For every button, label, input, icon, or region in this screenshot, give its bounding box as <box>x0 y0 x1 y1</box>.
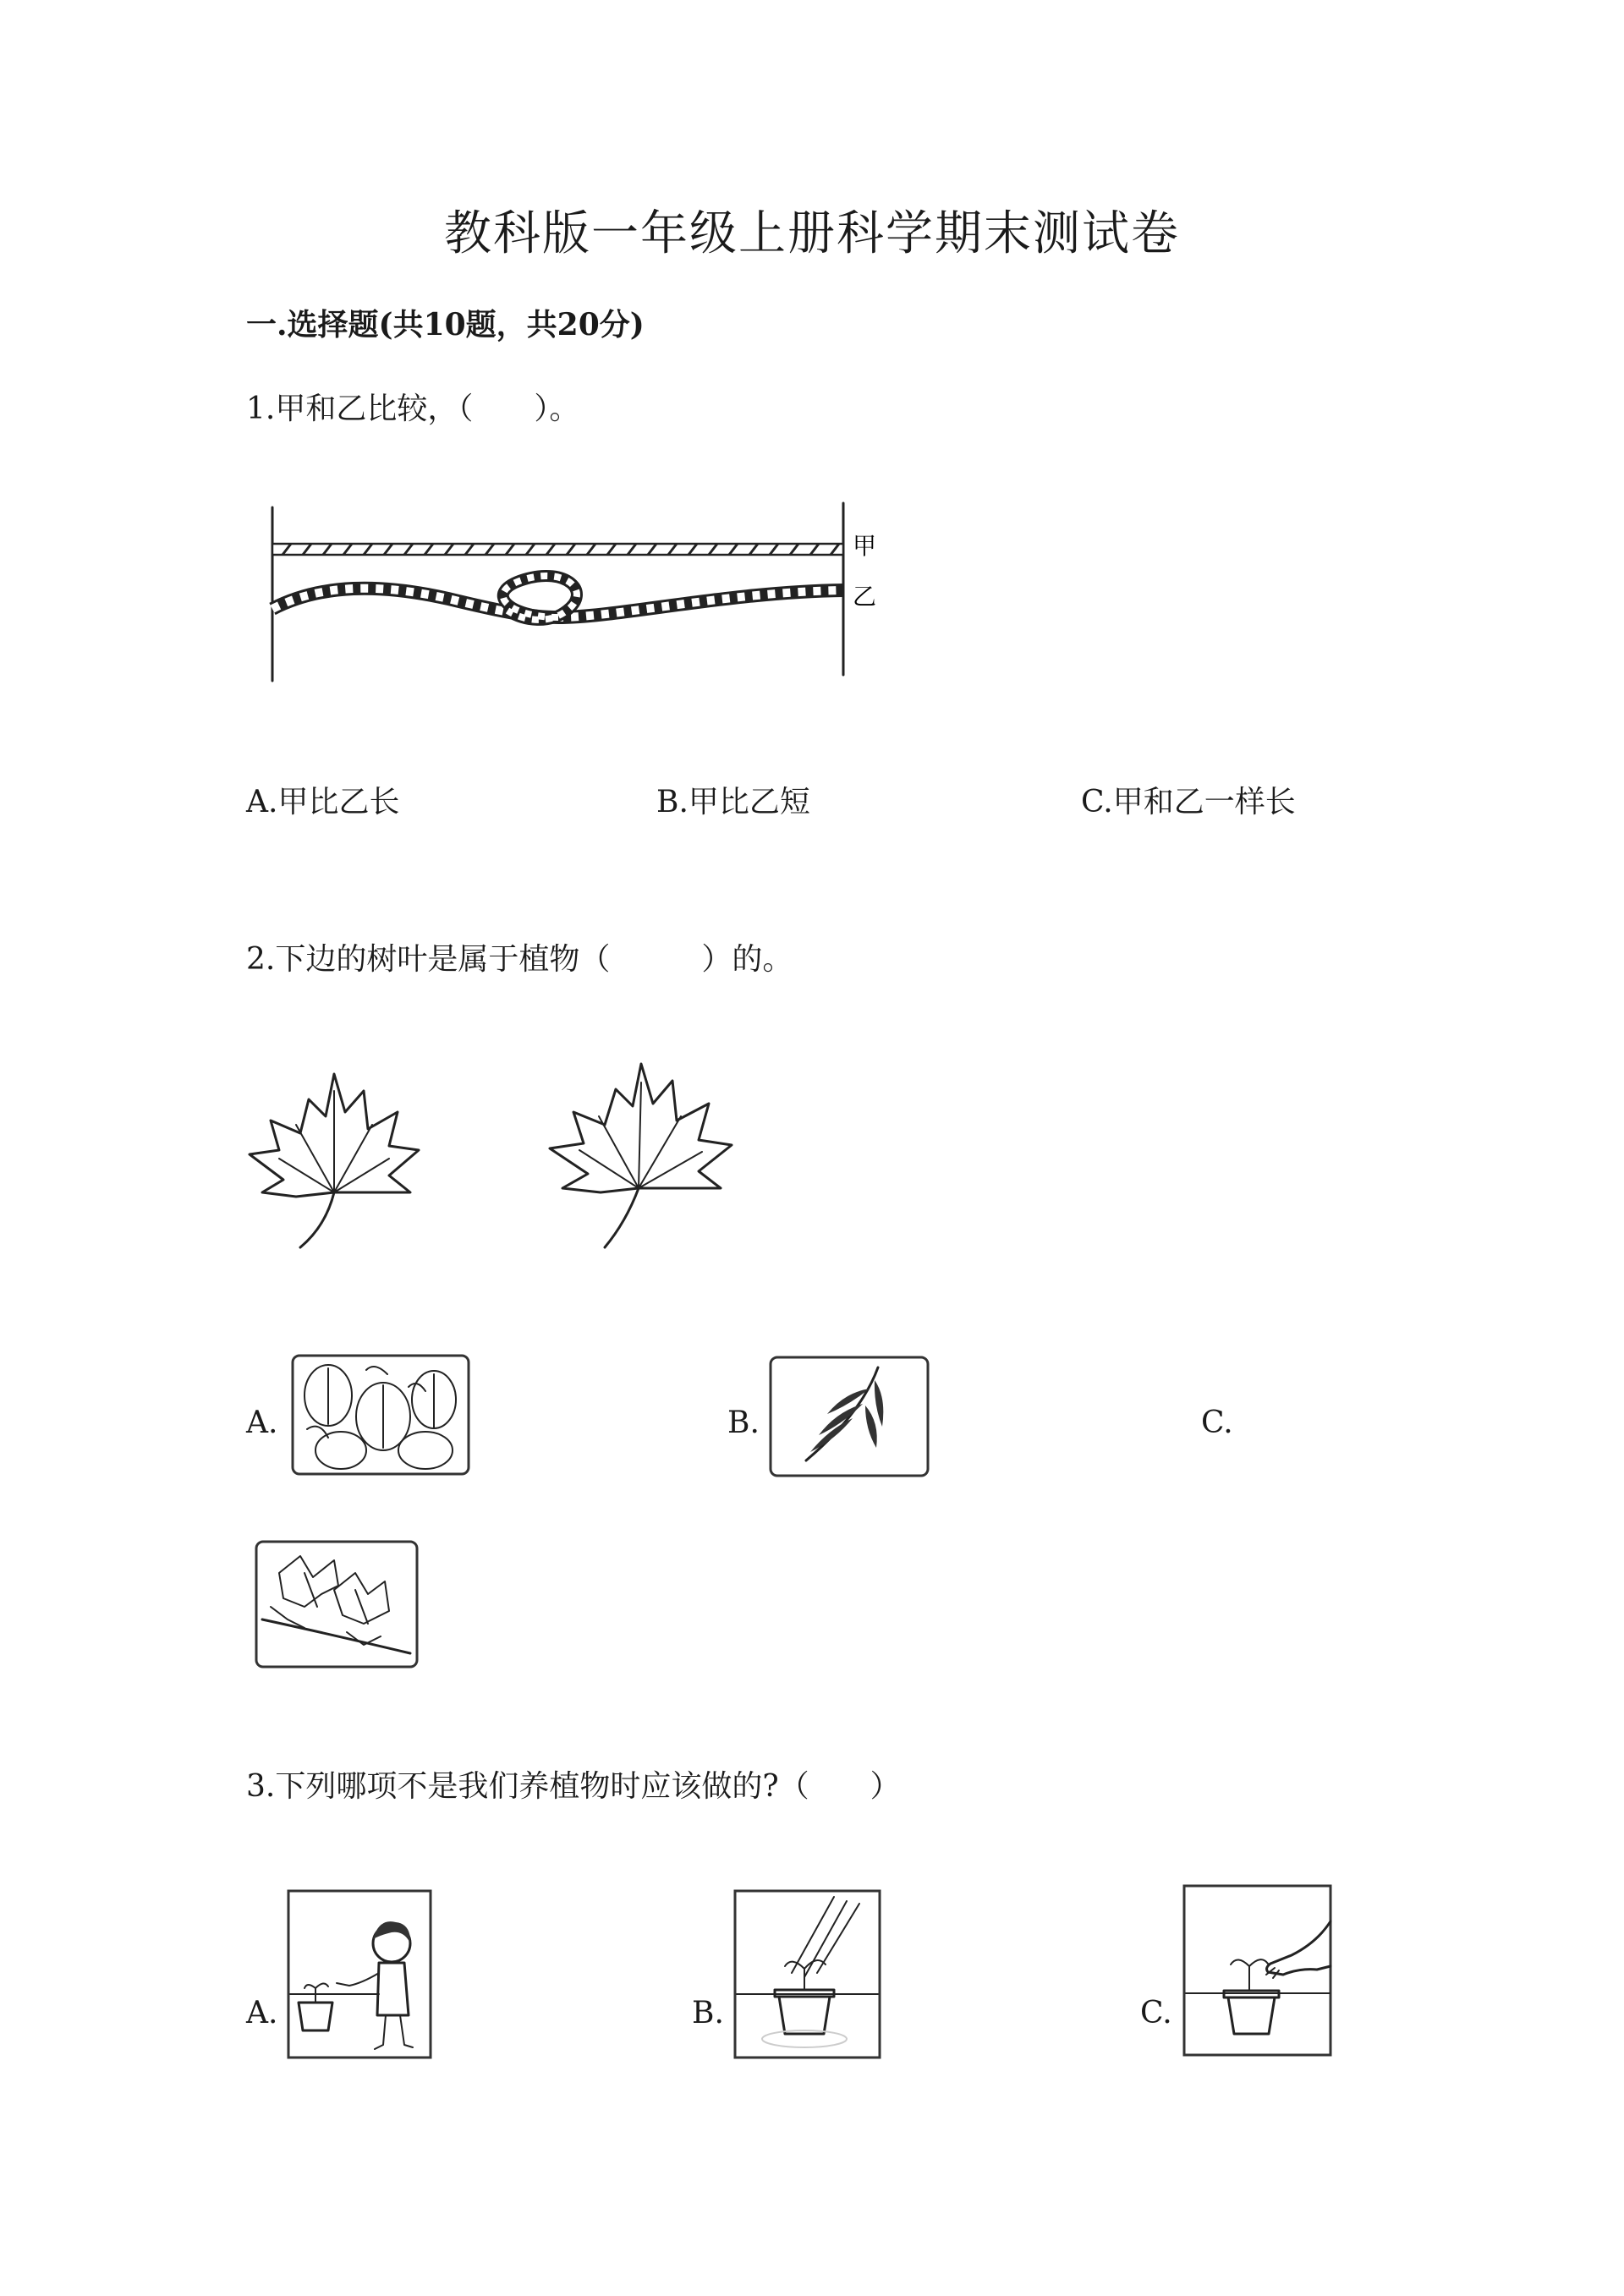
q3-option-c-image[interactable] <box>1182 1883 1334 2059</box>
q3-option-a[interactable]: A. <box>246 1996 278 2030</box>
q3-option-a-image[interactable] <box>286 1888 434 2062</box>
question-3-text: 3.下列哪项不是我们养植物时应该做的?（ ） <box>246 1769 901 1804</box>
maple-leaf-image-1 <box>245 1066 423 1252</box>
q3-option-b-image[interactable] <box>732 1888 883 2062</box>
q2-option-a[interactable]: A. <box>246 1406 278 1440</box>
q1-option-c[interactable]: C.甲和乙一样长 <box>1081 785 1296 819</box>
label-jia: 甲 <box>853 532 877 560</box>
q2-option-a-image[interactable] <box>290 1353 472 1478</box>
q2-option-c-image[interactable] <box>254 1539 420 1670</box>
q2-option-c[interactable]: C. <box>1201 1406 1233 1440</box>
label-yi: 乙 <box>853 583 877 611</box>
q3-option-c[interactable]: C. <box>1140 1996 1172 2030</box>
q2-option-b-image[interactable] <box>768 1355 930 1480</box>
page-title: 教科版一年级上册科学期末测试卷 <box>444 206 1180 261</box>
rope-comparison-figure <box>254 499 897 693</box>
question-2-text: 2.下边的树叶是属于植物（ ）的。 <box>246 942 793 977</box>
q1-option-a[interactable]: A.甲比乙长 <box>246 785 400 819</box>
section-heading: 一.选择题(共10题，共20分) <box>246 307 645 342</box>
question-1-text: 1.甲和乙比较，（ ）。 <box>246 392 580 426</box>
q3-option-b[interactable]: B. <box>692 1996 724 2030</box>
maple-leaf-image-2 <box>541 1057 736 1252</box>
q1-option-b[interactable]: B.甲比乙短 <box>656 785 810 819</box>
q2-option-b[interactable]: B. <box>727 1406 760 1440</box>
